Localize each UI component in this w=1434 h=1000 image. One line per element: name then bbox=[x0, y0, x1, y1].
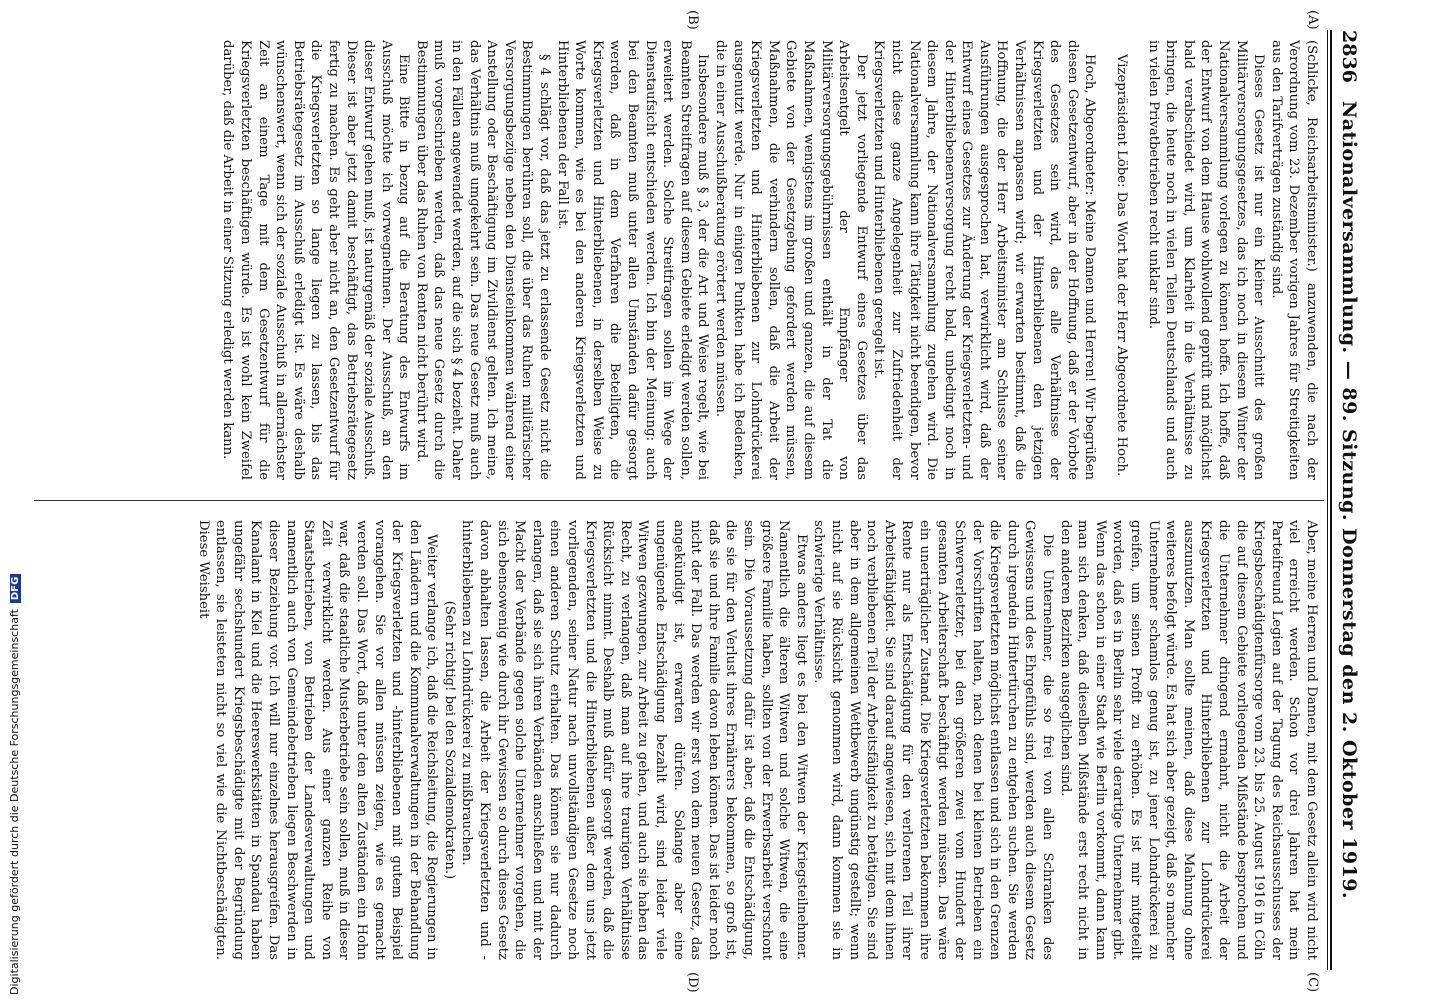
page-title: Nationalversammlung. — 89. Sitzung. Donnerstag den 2. Oktober 1919. bbox=[1338, 100, 1360, 900]
paragraph: Hoch, Abgeordneter: Meine Damen und Herren! Wir begrüßen diesen Gesetzentwurf, aber in der Hoffnung, daß er der Vorbote des Gesetzes sein wird, das alle Verhältnisse der Kriegsverletzten und der Hinterbliebenen den jetzigen Verhältnissen anpassen wird; wir erwarten bestimmt, daß die Hoffnung, die der Herr Arbeitsminister am Schlusse seiner Ausführungen ausgesprochen hat, verwirklicht wird, daß der Entwurf eines Gesetzes zur Änderung der Kriegsverletzten- und der Hinterbliebenenversorgung recht bald, unbedingt noch in diesem Jahre, der Nationalversammlung zugehen wird. Die Nationalversammlung kann ihre Tätigkeit nicht beendigen, bevor nicht diese ganze Angelegenheit zur Zufriedenheit der Kriegsverletzten und Hinterbliebenen geregelt ist. bbox=[871, 40, 1098, 480]
paragraph: Weiter verlange ich, daß die Reichsleitung, die Regierungen in den Ländern und die Kommunalverwaltungen in der Behandlung der Kriegsverletzten und -hinterbliebenen mit gutem Beispiel vorangehen. Sie vor allen müssen zeigen, wie es gemacht werden soll. Das Wort, daß unter den alten Zuständen ein Hohn war, daß die staatliche Musterbetriebe sein sollen, muß in dieser Zeit verwirklicht werden. Aus einer ganzen Reihe von Staatsbetrieben, von Betrieben der Landesverwaltungen und namentlich auch von Gemeindebetrieben liegen Beschwerden in dieser Beziehung vor. Ich will nur einzelnes herausgreifen. Das Kanalamt in Kiel und die Heereswerkstätten in Spandau haben ungefähr sechshundert Kriegsbeschädigte mit der Begründung entlassen, sie leisteten nicht so viel wie die Nichtbeschädigten. Diese Weisheit bbox=[195, 520, 440, 960]
right-text-column bbox=[35, 520, 1320, 960]
paragraph-gap bbox=[1130, 40, 1144, 480]
paragraph: Etwas anders liegt es bei den Witwen der Kriegsteilnehmer. Namentlich die älteren Witwen und solche Witwen, die eine größere Familie haben, sollten von der Erwerbsarbeit verschont sein. Die Voraussetzung dafür ist aber, daß die Entschädigung, die sie für den Verlust ihres Ernährers bekommen, so groß ist, daß sie und ihre Familie davon leben können. Das ist leider noch nicht der Fall. Das werden wir erst von dem neuen Gesetz, das angekündigt ist, erwarten dürfen. Solange aber eine ungenügende Entschädigung bezahlt wird, sind leider viele Witwen gezwungen, zur Arbeit zu gehen, und auch sie haben das Recht, zu verlangen, daß man auf ihre traurigen Verhältnisse Rücksicht nimmt. Deshalb muß dafür gesorgt werden, daß die Kriegsverletzten und die Hinterbliebenen außer dem uns jetzt vorliegenden, seiner Natur nach unvollständigen Gesetze noch einen anderen Schutz erhalten. Das können sie nur dadurch erlangen, daß sie sich ihren Verbänden anschließen und mit der Macht der Verbände gegen solche Unternehmer vorgehen, die sich ebensowenig wie durch ihr Gewissen so durch dieses Gesetz davon abhalten lassen, die Arbeit der Kriegsverletzten und -hinterbliebenen zu Lohndrückerei zu mißbrauchen. bbox=[459, 520, 809, 960]
column-divider bbox=[34, 500, 1324, 501]
margin-marker-b: (B) bbox=[685, 10, 700, 30]
dfg-logo-icon: DFG bbox=[10, 574, 21, 603]
paragraph: Aber, meine Herren und Damen, mit dem Gesetz allein wird nicht viel erreicht werden. Schon vor drei Jahren hat mein Parteifreund Legien auf der Tagung des Reichsausschusses der Kriegsbeschädigtenfürsorge vom 23. bis 25. August 1916 in Cöln die auf diesem Gebiete vorliegenden Mißstände besprochen und die Unternehmer dringend ermahnt, nicht die Arbeit der Kriegsverletzten und Hinterbliebenen zur Lohndrückerei auszunutzen. Man sollte meinen, daß diese Mahnung ohne weiteres befolgt würde. Es hat sich aber gezeigt, daß so mancher Unternehmer schamlos genug ist, zu jener Lohndrückerei zu greifen, um seinen Profit zu erhöhen. Es ist mir mitgeteilt worden, daß es in Berlin sehr viele derartige Unternehmer gibt. Wenn das schon in einer Stadt wie Berlin vorkommt, dann kann man sich denken, daß dieselben Mißstände erst recht nicht in den anderen Bezirken ausgeglichen sind. bbox=[1057, 520, 1319, 960]
page-number: 2836 bbox=[1338, 30, 1360, 83]
stage-direction: (Sehr richtig! bei den Sozialdemokraten.) bbox=[441, 600, 457, 880]
paragraph: Insbesondere muß § 3, der die Art und Weise regelt, wie bei Beamten Streitfragen auf diesem Gebiete erledigt werden sollen, erweitert werden. Solche Streitfragen sollen im Wege der Dienstaufsicht entschieden werden. Ich bin der Meinung: auch bei den Beamten muß unter allen Umständen dafür gesorgt werden, daß in dem Verfahren die Beteiligten, die Kriegsverletzten und Hinterbliebenen, in derselben Weise zu Worte kommen, wie es bei den anderen Kriegsverletzten und Hinterbliebenen der Fall ist. bbox=[554, 40, 711, 480]
paragraph: Der jetzt vorliegende Entwurf eines Gesetzes über das Arbeitsentgelt der Empfänger von Militärversorgungsgebührnissen enthält in der Tat die Maßnahmen, wenigstens im großen und ganzen, die auf diesem Gebiete von der Gesetzgebung gefordert werden müssen, Maßnahmen, die verhindern sollen, daß die Arbeit der Kriegsverletzten und Hinterbliebenen zur Lohndrückerei ausgenutzt werde. Nur in einigen Punkten habe ich Bedenken, die in einer Ausschußberatung erörtert werden müssen. bbox=[713, 40, 869, 480]
paragraph: (Schlicke, Reichsarbeitsminister.) anzuwenden, die nach der Verordnung vom 23. Dezember vorigen Jahres für Streitigkeiten aus den Tarifverträgen zuständig sind. bbox=[1268, 40, 1319, 480]
paragraph: § 4 schlägt vor, daß das jetzt zu erlassende Gesetz nicht die Bestimmungen berühren soll, die über das Ruhen militärischer Versorgungsbezüge neben den Diensteinkommen während einer Anstellung oder Beschäftigung im Zivildienst gelten. Ich meine, das Verhältnis muß umgekehrt sein. Das neue Gesetz muß auch in den Fällen angewendet werden, auf die sich § 4 bezieht. Daher muß vorgeschrieben werden, daß das neue Gesetz durch die Bestimmungen über das Ruhen von Renten nicht berührt wird. bbox=[413, 40, 553, 480]
paragraph: Die Unternehmer, die so frei von allen Schranken des Gewissens und des Ehrgefühls sind, werden auch diesem Gesetz durch irgendein Hintertürchen zu entgehen suchen. Sie werden die Kriegsverletzten möglichst entlassen und sich in den Grenzen der Vorschriften halten, nach denen bei kleinen Betrieben ein Schwerverletzter, bei den größeren zwei vom Hundert der gesamten Arbeiterschaft beschäftigt werden müssen. Das wäre ein unerträglicher Zustand. Die Kriegsverletzten bekommen ihre Rente nur als Entschädigung für den verlorenen Teil ihrer Arbeitsfähigkeit. Sie sind darauf angewiesen, sich mit dem ihnen noch verbliebenen Teil der Arbeitsfähigkeit zu betätigen. Sie sind aber in dem allgemeinen Wettbewerb ungünstig gestellt; wenn nicht auf sie Rücksicht genommen wird, dann kommen sie in schwierige Verhältnisse. bbox=[811, 520, 1056, 960]
header-rule bbox=[1330, 30, 1332, 970]
paragraph: Eine Bitte in bezug auf die Beratung des Entwurfs im Ausschuß möchte ich vorwegnehmen. Der Ausschuß, an den dieser Entwurf gehen muß, ist naturgemäß der soziale Ausschuß. Dieser ist aber jetzt damit beschäftigt, das Betriebsrätegesetz fertig zu machen. Es geht aber nicht an, den Gesetzentwurf für die Kriegsverletzten so lange liegen zu lassen, bis das Betriebsrätegesetz im Ausschuß erledigt ist. Es wäre deshalb wünschenswert, wenn sich der soziale Ausschuß in allernächster Zeit an einem Tage mit dem Gesetzentwurf für die Kriegsverletzten beschäftigen würde. Es ist wohl kein Zweifel darüber, daß die Arbeit in einer Sitzung erledigt werden kann. bbox=[220, 40, 412, 480]
digitization-credit bbox=[8, 574, 21, 995]
margin-marker-a: (A) bbox=[1305, 10, 1320, 30]
paragraph-gap bbox=[1098, 40, 1112, 480]
margin-marker-c: (C) bbox=[1305, 972, 1320, 993]
page-header bbox=[1332, 30, 1362, 970]
paragraph: Vizepräsident Löbe: Das Wort hat der Herr Abgeordnete Hoch. bbox=[1114, 54, 1130, 477]
paragraph: Dieses Gesetz ist nur ein kleiner Ausschnitt des großen Militärversorgungsgesetzes, das ich noch in diesem Winter der Nationalversammlung vorlegen zu können hoffe. Ich hoffe, daß der Entwurf von dem Hause wohlwollend geprüft und möglichst bald verabschiedet wird, um Klarheit in die Verhältnisse zu bringen, die heute noch in vielen Teilen Deutschlands und auch in vielen Privatbetrieben recht unklar sind. bbox=[1145, 40, 1267, 480]
header-rule-thin bbox=[1327, 30, 1328, 970]
credit-text: Digitalisierung gefördert durch die Deutsche Forschungsgemeinschaft bbox=[8, 609, 21, 995]
margin-marker-d: (D) bbox=[685, 972, 700, 993]
left-text-column bbox=[35, 40, 1320, 480]
